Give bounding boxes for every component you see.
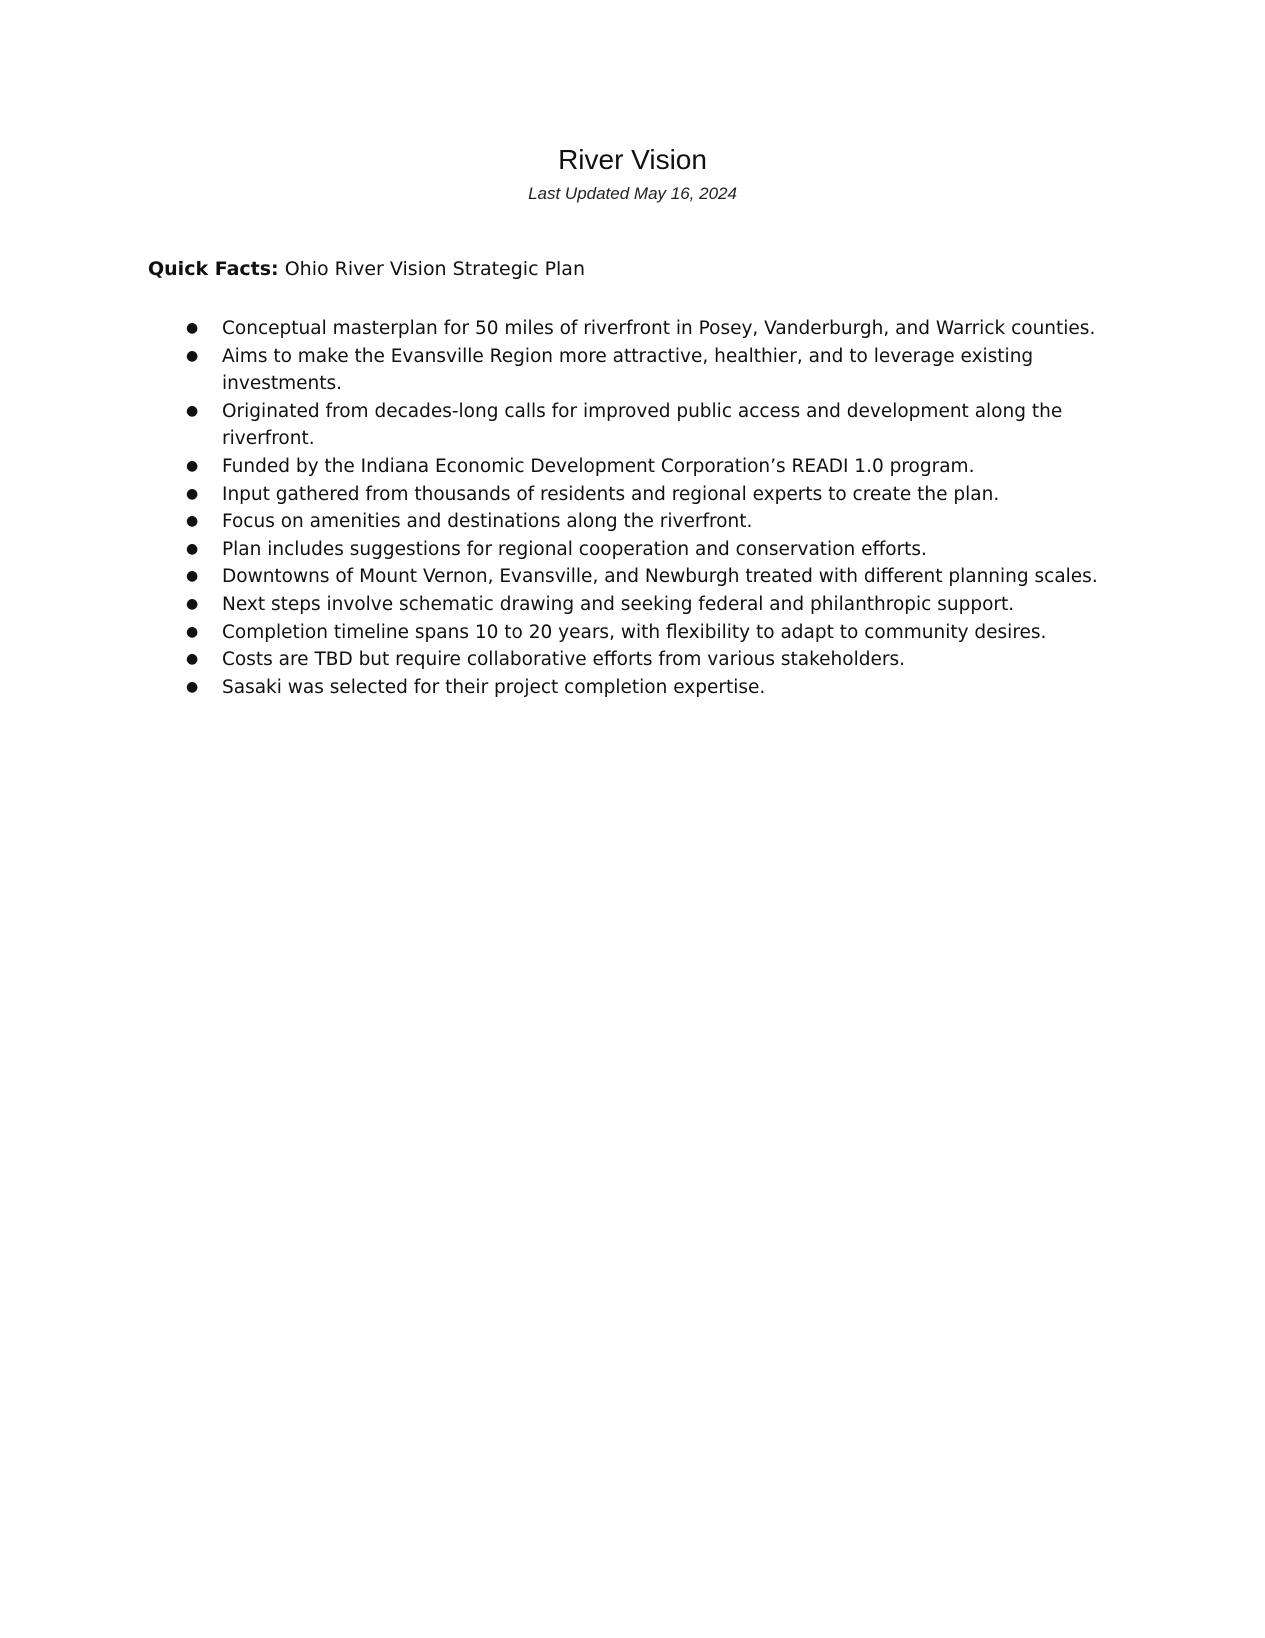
list-item <box>148 536 1148 564</box>
list-item <box>148 315 1148 343</box>
document-title: River Vision <box>558 144 707 175</box>
list-item <box>148 453 1148 481</box>
list-item <box>148 563 1148 591</box>
list-item-text: Costs are TBD but require collaborative efforts from various stakeholders. <box>222 649 905 671</box>
last-updated-date: Last Updated May 16, 2024 <box>528 184 737 203</box>
list-item-text: Focus on amenities and destinations along the riverfront. <box>222 511 753 533</box>
list-item-text: Aims to make the Evansville Region more attractive, healthier, and to leverage existing investments. <box>222 345 1034 395</box>
list-item-text: Completion timeline spans 10 to 20 years, with flexibility to adapt to community desires. <box>222 621 1047 643</box>
bullet-icon: ● <box>186 513 199 530</box>
list-item <box>148 508 1148 536</box>
bullet-icon: ● <box>186 402 199 419</box>
quick-facts-text: Ohio River Vision Strategic Plan <box>278 258 585 280</box>
bullet-icon: ● <box>186 320 199 336</box>
bullet-icon: ● <box>186 568 199 585</box>
bullet-icon: ● <box>186 457 199 474</box>
list-item-text: Input gathered from thousands of residents and regional experts to create the plan. <box>222 483 1000 505</box>
bullet-icon: ● <box>186 623 199 640</box>
list-item <box>148 481 1148 509</box>
bullet-icon: ● <box>186 347 199 364</box>
bullet-icon: ● <box>186 485 199 502</box>
bullet-icon: ● <box>186 540 199 557</box>
quick-facts-line <box>148 256 585 282</box>
list-item <box>148 398 1148 453</box>
list-item-text: Originated from decades-long calls for improved public access and development along the riverfront. <box>222 400 1063 450</box>
list-item-text: Sasaki was selected for their project completion expertise. <box>222 676 766 698</box>
list-item-text: Downtowns of Mount Vernon, Evansville, and Newburgh treated with different planning scales. <box>222 566 1098 588</box>
list-item-text: Conceptual masterplan for 50 miles of riverfront in Posey, Vanderburgh, and Warrick counties. <box>222 318 1096 339</box>
facts-list <box>148 315 1148 701</box>
list-item <box>148 674 1148 702</box>
list-item <box>148 619 1148 647</box>
quick-facts-label: Quick Facts: <box>148 258 279 280</box>
list-item <box>148 646 1148 674</box>
list-item-text: Next steps involve schematic drawing and seeking federal and philanthropic support. <box>222 593 1015 615</box>
list-item-text: Funded by the Indiana Economic Development Corporation’s READI 1.0 program. <box>222 455 975 477</box>
list-item-text: Plan includes suggestions for regional cooperation and conservation efforts. <box>222 538 927 560</box>
bullet-icon: ● <box>186 651 199 668</box>
bullet-icon: ● <box>186 678 199 695</box>
list-item <box>148 591 1148 619</box>
bullet-icon: ● <box>186 595 199 612</box>
list-item <box>148 343 1148 398</box>
